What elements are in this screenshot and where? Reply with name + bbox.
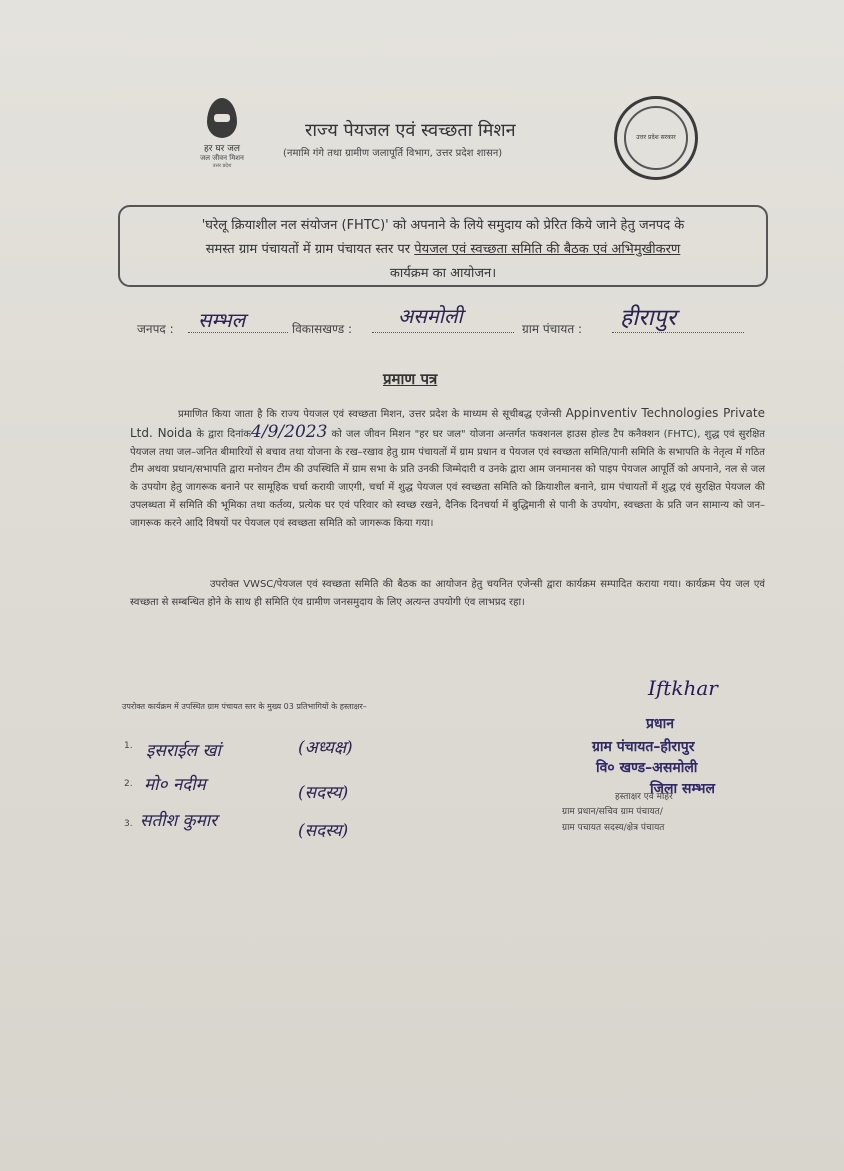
cert-p1-c: को जल जीवन मिशन "हर घर जल" योजना अन्तर्गत फक्शनल हाउस होल्ड टैप कनैक्शन (FHTC), शुद्ध एवं सुरक्षित पेयजल तथा जल–जनित बीमारियों से बचाव तथा योजना के रख–रखाव हेतु ग्राम पंचायतों में ग्राम प्रधान व पेयजल एवं स्वच्छता समिति/पानी समिति के सभापति के नेतृत्व में गठित टीम अथवा प्रधान/सभापति द्वारा मनोयन टीम की उपस्थिति में ग्राम सभा के प्रति उनकी जिम्मेदारी व उनके द्वारा आम जनमानस को पाइप पेयजल आपूर्ति को अपनाने, नल से जल के उपयोग हेतु जागरूक बनाने पर सामूहिक चर्चा करायी जाएगी, चर्चा में शुद्ध पेयजल एवं स्वच्छता समिति को क्रियाशील बनाने, ग्राम पंचायतों में शुद्ध एवं सुरक्षित पेयजल की उपलब्धता में समिति की भूमिका तथा कर्तव्य, प्रत्येक घर एवं परिवार को स्वच्छ रखने, दैनिक दिनचर्या में बुद्धिमानी से पानी के उपयोग, स्वच्छता के प्रति जन सामान्य को जन–जागरूक करने आदि विषयों पर पेयजल एवं स्वच्छता समिति को जागरूक किया गया।	[130, 428, 765, 529]
cert-p1-b: के द्वारा दिनांक	[192, 428, 252, 440]
participant-signature: इसराईल खां	[146, 741, 221, 761]
stamp-caption1: हस्ताक्षर एवं मोहर	[615, 792, 673, 802]
stamp-line3: वि० खण्ड–असमोली	[596, 760, 698, 776]
stamp-line4: जिला सम्भल	[650, 781, 716, 797]
certificate-paragraph-1	[130, 405, 765, 533]
agency-name-a: Appinventiv	[565, 406, 638, 420]
stamp-caption3: ग्राम पचायत सदस्य/क्षेत्र पंचायत	[562, 823, 665, 833]
signatures-intro: उपरोक्त कार्यक्रम में उपस्थित ग्राम पंचायत स्तर के मुख्य 03 प्रतिभागियों के हस्ताक्षर–	[122, 702, 367, 711]
seal-text: उत्तर प्रदेश सरकार	[636, 133, 676, 141]
signature-number: 2.	[124, 779, 133, 789]
block-line	[372, 332, 514, 333]
participant-role: (सदस्य)	[298, 821, 349, 841]
panchayat-line	[612, 332, 744, 333]
block-value: असमोली	[398, 304, 463, 328]
program-title-box	[118, 205, 768, 287]
certificate-paragraph-2	[130, 576, 765, 612]
signature-number: 3.	[124, 819, 133, 829]
district-value: सम्भल	[198, 308, 246, 332]
panchayat-label: ग्राम पंचायत :	[522, 322, 583, 336]
title-line1: 'घरेलू क्रियाशील नल संयोजन (FHTC)' को अपनाने के लिये समुदाय को प्रेरित किये जाने हेतु जनपद के	[201, 218, 685, 233]
stamp-caption2: ग्राम प्रधान/सचिव ग्राम पंचायत/	[562, 807, 663, 817]
pradhan-signature: Iftkhar	[648, 676, 718, 700]
mission-subtitle: (नमामि गंगे तथा ग्रामीण जलापूर्ति विभाग, उत्तर प्रदेश शासन)	[283, 148, 503, 159]
stamp-line1: प्रधान	[646, 716, 674, 732]
agency-name-b: Technologies Private Ltd. Noida	[130, 406, 765, 440]
har-ghar-jal-logo	[192, 98, 252, 169]
title-line3: कार्यक्रम का आयोजन।	[389, 266, 497, 281]
participant-role: (अध्यक्ष)	[298, 738, 353, 758]
program-date: 4/9/2023	[251, 421, 328, 442]
stamp-line2: ग्राम पंचायत–हीरापुर	[592, 739, 695, 755]
water-drop-icon	[207, 98, 237, 138]
title-line2b: पेयजल एवं स्वच्छता समिति की बैठक एवं अभिमुखीकरण	[414, 242, 681, 257]
participant-signature: सतीश कुमार	[140, 811, 218, 831]
logo-line1: हर घर जल	[204, 144, 240, 154]
participant-signature: मो० नदीम	[144, 775, 206, 795]
block-label: विकासखण्ड :	[292, 322, 353, 336]
cert-p1-a: प्रमाणित किया जाता है कि राज्य पेयजल एवं स्वच्छता मिशन, उत्तर प्रदेश के माध्यम से सूचीबद्ध एजेन्सी	[178, 409, 566, 420]
certificate-title: प्रमाण पत्र	[383, 370, 438, 388]
signature-number: 1.	[124, 741, 133, 751]
mission-title: राज्य पेयजल एवं स्वच्छता मिशन	[305, 120, 516, 141]
district-label: जनपद :	[137, 322, 174, 336]
logo-line2: जल जीवन मिशन	[200, 154, 244, 162]
title-line2a: समस्त ग्राम पंचायतों में ग्राम पंचायत स्तर पर	[205, 242, 415, 257]
cert-p2: उपरोक्त VWSC/पेयजल एवं स्वच्छता समिति की बैठक का आयोजन हेतु चयनित एजेन्सी द्वारा कार्यक्रम सम्पादित कराया गया। कार्यक्रम पेय जल एवं स्वच्छता से सम्बन्धित होने के साथ ही समिति एंव ग्रामीण जनसमुदाय के लिए अत्यन्त उपयोगी एंव लाभप्रद रहा।	[130, 579, 765, 608]
panchayat-value: हीरापुर	[620, 305, 677, 331]
participant-role: (सदस्य)	[298, 783, 349, 803]
up-government-seal-icon	[614, 96, 698, 180]
logo-line3: उत्तर प्रदेश	[212, 163, 232, 169]
